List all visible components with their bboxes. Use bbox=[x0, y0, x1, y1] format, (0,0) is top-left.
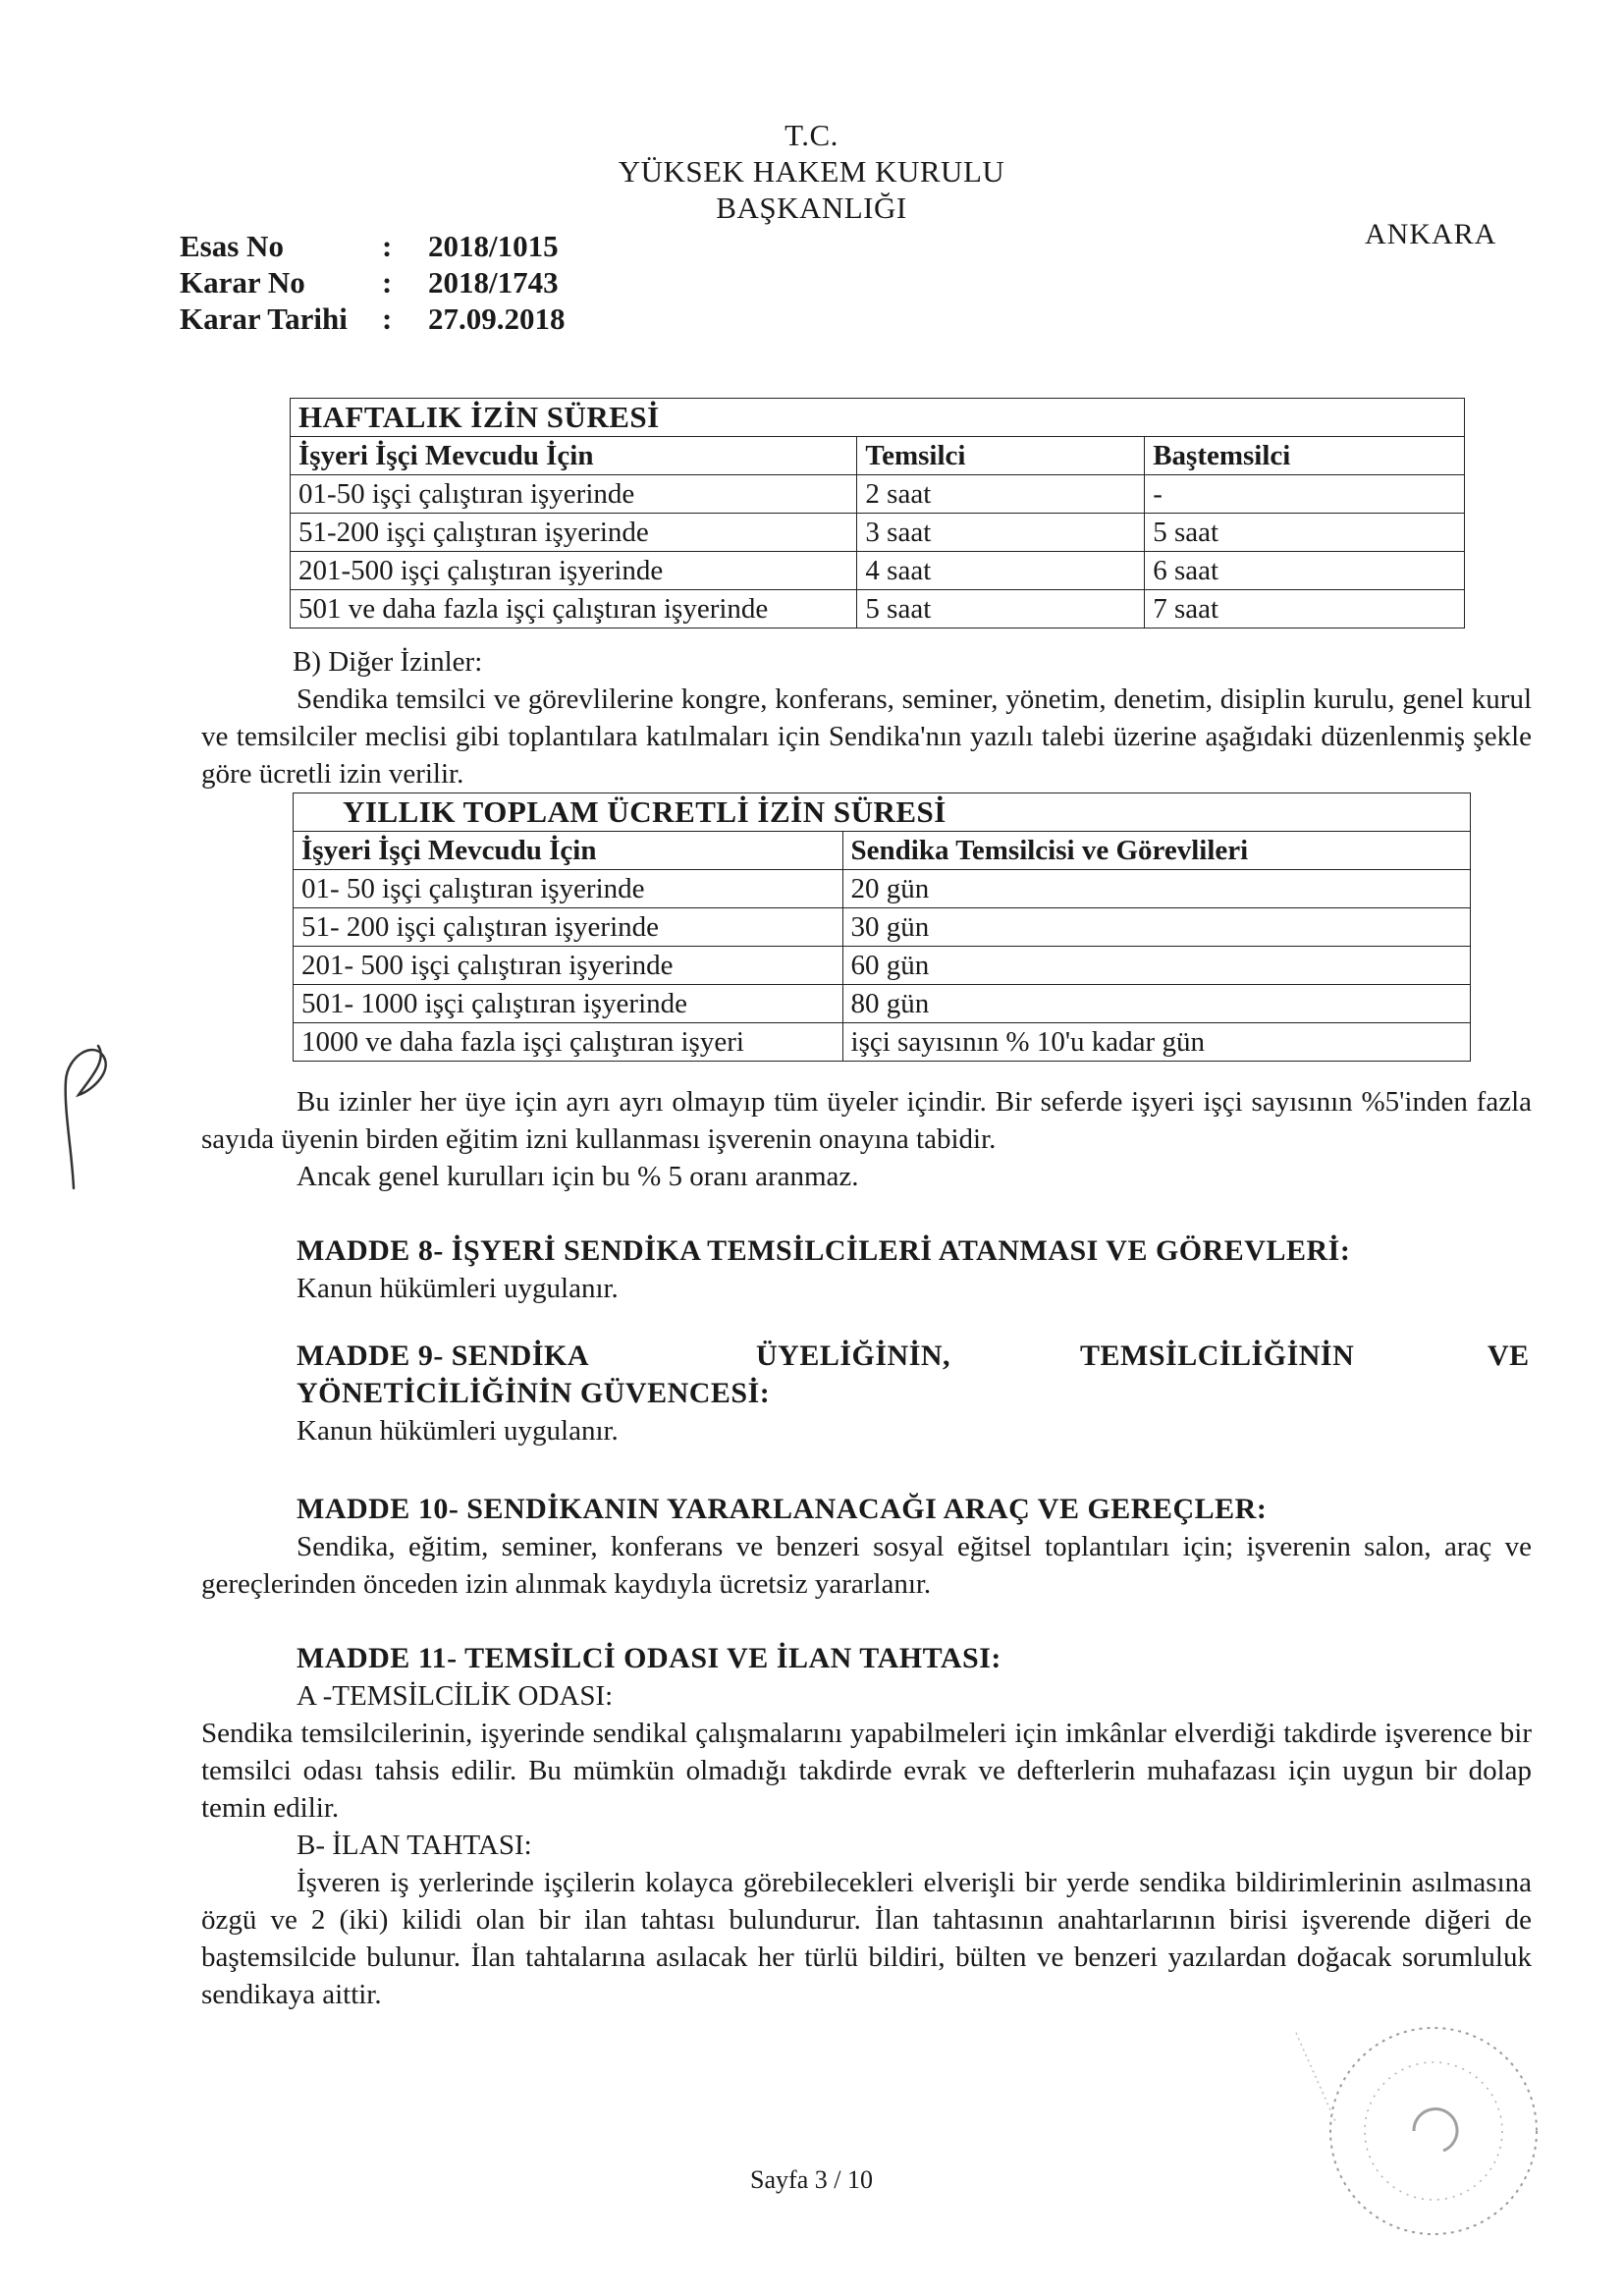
weekly-leave-table bbox=[290, 398, 1465, 629]
article-11-a-body: Sendika temsilcilerinin, işyerinde sendikal çalışmalarını yapabilmeleri için imkânlar elverdiği takdirde işverence bir temsilci odası tahsis edilir. Bu mümkün olmadığı takdirde evrak ve defterlerin muhafazası için uygun bir dolap temin edilir. bbox=[201, 1718, 1532, 1824]
article-10-body: Sendika, eğitim, seminer, konferans ve benzeri sosyal eğitsel toplantıları için; işverenin salon, araç ve gereçlerinden önceden izin alınmak kaydıyla ücretsiz yararlanır. bbox=[201, 1531, 1532, 1600]
table-cell: işçi sayısının % 10'u kadar gün bbox=[842, 1023, 1470, 1062]
table-header-cell: İşyeri İşçi Mevcudu İçin bbox=[294, 832, 843, 870]
table-header-row bbox=[294, 832, 1471, 870]
article-11-b-heading: B- İLAN TAHTASI: bbox=[297, 1830, 532, 1861]
meta-sep: : bbox=[382, 229, 393, 263]
table-cell: 5 saat bbox=[857, 590, 1145, 629]
header-institution: YÜKSEK HAKEM KURULU bbox=[618, 154, 1005, 189]
table-title-row bbox=[294, 793, 1471, 832]
header-department: BAŞKANLIĞI bbox=[716, 191, 907, 225]
case-meta bbox=[180, 228, 566, 337]
article-10-title: MADDE 10- SENDİKANIN YARARLANACAĞI ARAÇ VE GEREÇLER: bbox=[297, 1493, 1268, 1525]
article-11-title: MADDE 11- TEMSİLCİ ODASI VE İLAN TAHTASI: bbox=[297, 1642, 1001, 1674]
meta-sep: : bbox=[382, 265, 393, 300]
table-title: HAFTALIK İZİN SÜRESİ bbox=[291, 399, 1465, 437]
table-header-cell: İşyeri İşçi Mevcudu İçin bbox=[291, 437, 857, 475]
meta-value: 2018/1743 bbox=[428, 265, 559, 300]
table-row bbox=[294, 908, 1471, 947]
meta-sep: : bbox=[382, 301, 393, 336]
article-9-title-part: VE bbox=[1488, 1339, 1530, 1372]
table-cell: 80 gün bbox=[842, 985, 1470, 1023]
article-9-title-part: MADDE 9- SENDİKA bbox=[297, 1339, 590, 1372]
article-8-title: MADDE 8- İŞYERİ SENDİKA TEMSİLCİLERİ ATANMASI VE GÖREVLERİ: bbox=[297, 1234, 1351, 1267]
section-b-text: Sendika temsilci ve görevlilerine kongre, konferans, seminer, yönetim, denetim, disiplin kurulu, genel kurul ve temsilciler meclisi gibi toplantılara katılmaları için Sendika'nın yazılı talebi üzerine aşağıdaki düzenlenmiş şekle göre ücretli izin verilir. bbox=[201, 683, 1532, 790]
table-cell: - bbox=[1145, 475, 1465, 514]
article-11-a-heading: A -TEMSİLCİLİK ODASI: bbox=[297, 1680, 614, 1712]
meta-row-tarih bbox=[180, 301, 566, 337]
table-row bbox=[291, 552, 1465, 590]
table-cell: 2 saat bbox=[857, 475, 1145, 514]
table-cell: 7 saat bbox=[1145, 590, 1465, 629]
meta-value: 2018/1015 bbox=[428, 229, 559, 263]
article-9-title-part: ÜYELİĞİNİN, bbox=[756, 1339, 951, 1372]
table-cell: 5 saat bbox=[1145, 514, 1465, 552]
article-9-body: Kanun hükümleri uygulanır. bbox=[297, 1415, 619, 1447]
table-cell: 01- 50 işçi çalıştıran işyerinde bbox=[294, 870, 843, 908]
table-cell: 3 saat bbox=[857, 514, 1145, 552]
table-cell: 30 gün bbox=[842, 908, 1470, 947]
meta-value: 27.09.2018 bbox=[428, 301, 566, 336]
table-row bbox=[291, 514, 1465, 552]
table-header-row bbox=[291, 437, 1465, 475]
article-8-body: Kanun hükümleri uygulanır. bbox=[297, 1273, 619, 1304]
meta-label: Karar Tarihi bbox=[180, 301, 348, 336]
table-cell: 01-50 işçi çalıştıran işyerinde bbox=[291, 475, 857, 514]
table-row bbox=[291, 590, 1465, 629]
table-cell: 201-500 işçi çalıştıran işyerinde bbox=[291, 552, 857, 590]
meta-row-esas bbox=[180, 228, 566, 264]
article-9-title-line2: YÖNETİCİLİĞİNİN GÜVENCESİ: bbox=[297, 1377, 771, 1409]
table-row bbox=[294, 947, 1471, 985]
article-9-title-part: TEMSİLCİLİĞİNİN bbox=[1080, 1339, 1355, 1372]
table-cell: 501 ve daha fazla işçi çalıştıran işyerinde bbox=[291, 590, 857, 629]
meta-label: Karar No bbox=[180, 265, 305, 300]
table-header-cell: Sendika Temsilcisi ve Görevlileri bbox=[842, 832, 1470, 870]
meta-row-karar bbox=[180, 264, 566, 301]
leave-note-line: Ancak genel kurulları için bu % 5 oranı aranmaz. bbox=[297, 1161, 859, 1192]
table-title: YILLIK TOPLAM ÜCRETLİ İZİN SÜRESİ bbox=[294, 793, 1471, 832]
header-city: ANKARA bbox=[1365, 218, 1497, 250]
table-cell: 60 gün bbox=[842, 947, 1470, 985]
table-row bbox=[294, 1023, 1471, 1062]
table-cell: 501- 1000 işçi çalıştıran işyerinde bbox=[294, 985, 843, 1023]
table-row bbox=[294, 985, 1471, 1023]
table-header-cell: Baştemsilci bbox=[1145, 437, 1465, 475]
table-header-cell: Temsilci bbox=[857, 437, 1145, 475]
table-cell: 51- 200 işçi çalıştıran işyerinde bbox=[294, 908, 843, 947]
official-seal bbox=[1276, 2013, 1561, 2259]
article-11-b-body: İşveren iş yerlerinde işçilerin kolayca görebilecekleri elverişli bir yerde sendika bildirimlerinin asılmasına özgü ve 2 (iki) kilidi olan bir ilan tahtası bulundurur. İlan tahtasının anahtarlarının birisi işverende diğeri de baştemsilcide bulunur. İlan tahtalarına asılacak her türlü bildiri, bülten ve benzeri yazılardan doğacak sorumluluk sendikaya aittir. bbox=[201, 1867, 1532, 2010]
table-title-row bbox=[291, 399, 1465, 437]
table-cell: 6 saat bbox=[1145, 552, 1465, 590]
page-number: Sayfa 3 / 10 bbox=[750, 2165, 873, 2194]
table-cell: 4 saat bbox=[857, 552, 1145, 590]
table-cell: 1000 ve daha fazla işçi çalıştıran işyeri bbox=[294, 1023, 843, 1062]
section-b-heading: B) Diğer İzinler: bbox=[293, 646, 483, 678]
leave-note-paragraph: Bu izinler her üye için ayrı ayrı olmayıp tüm üyeler içindir. Bir seferde işyeri işçi sayısının %5'inden fazla sayıda üyenin birden eğitim izni kullanması işverenin onayına tabidir. bbox=[201, 1086, 1532, 1155]
signature-mark bbox=[34, 1021, 142, 1198]
table-cell: 20 gün bbox=[842, 870, 1470, 908]
meta-label: Esas No bbox=[180, 229, 284, 263]
table-cell: 51-200 işçi çalıştıran işyerinde bbox=[291, 514, 857, 552]
table-cell: 201- 500 işçi çalıştıran işyerinde bbox=[294, 947, 843, 985]
header-tc: T.C. bbox=[784, 118, 839, 152]
table-row bbox=[294, 870, 1471, 908]
table-row bbox=[291, 475, 1465, 514]
annual-leave-table bbox=[293, 793, 1471, 1062]
